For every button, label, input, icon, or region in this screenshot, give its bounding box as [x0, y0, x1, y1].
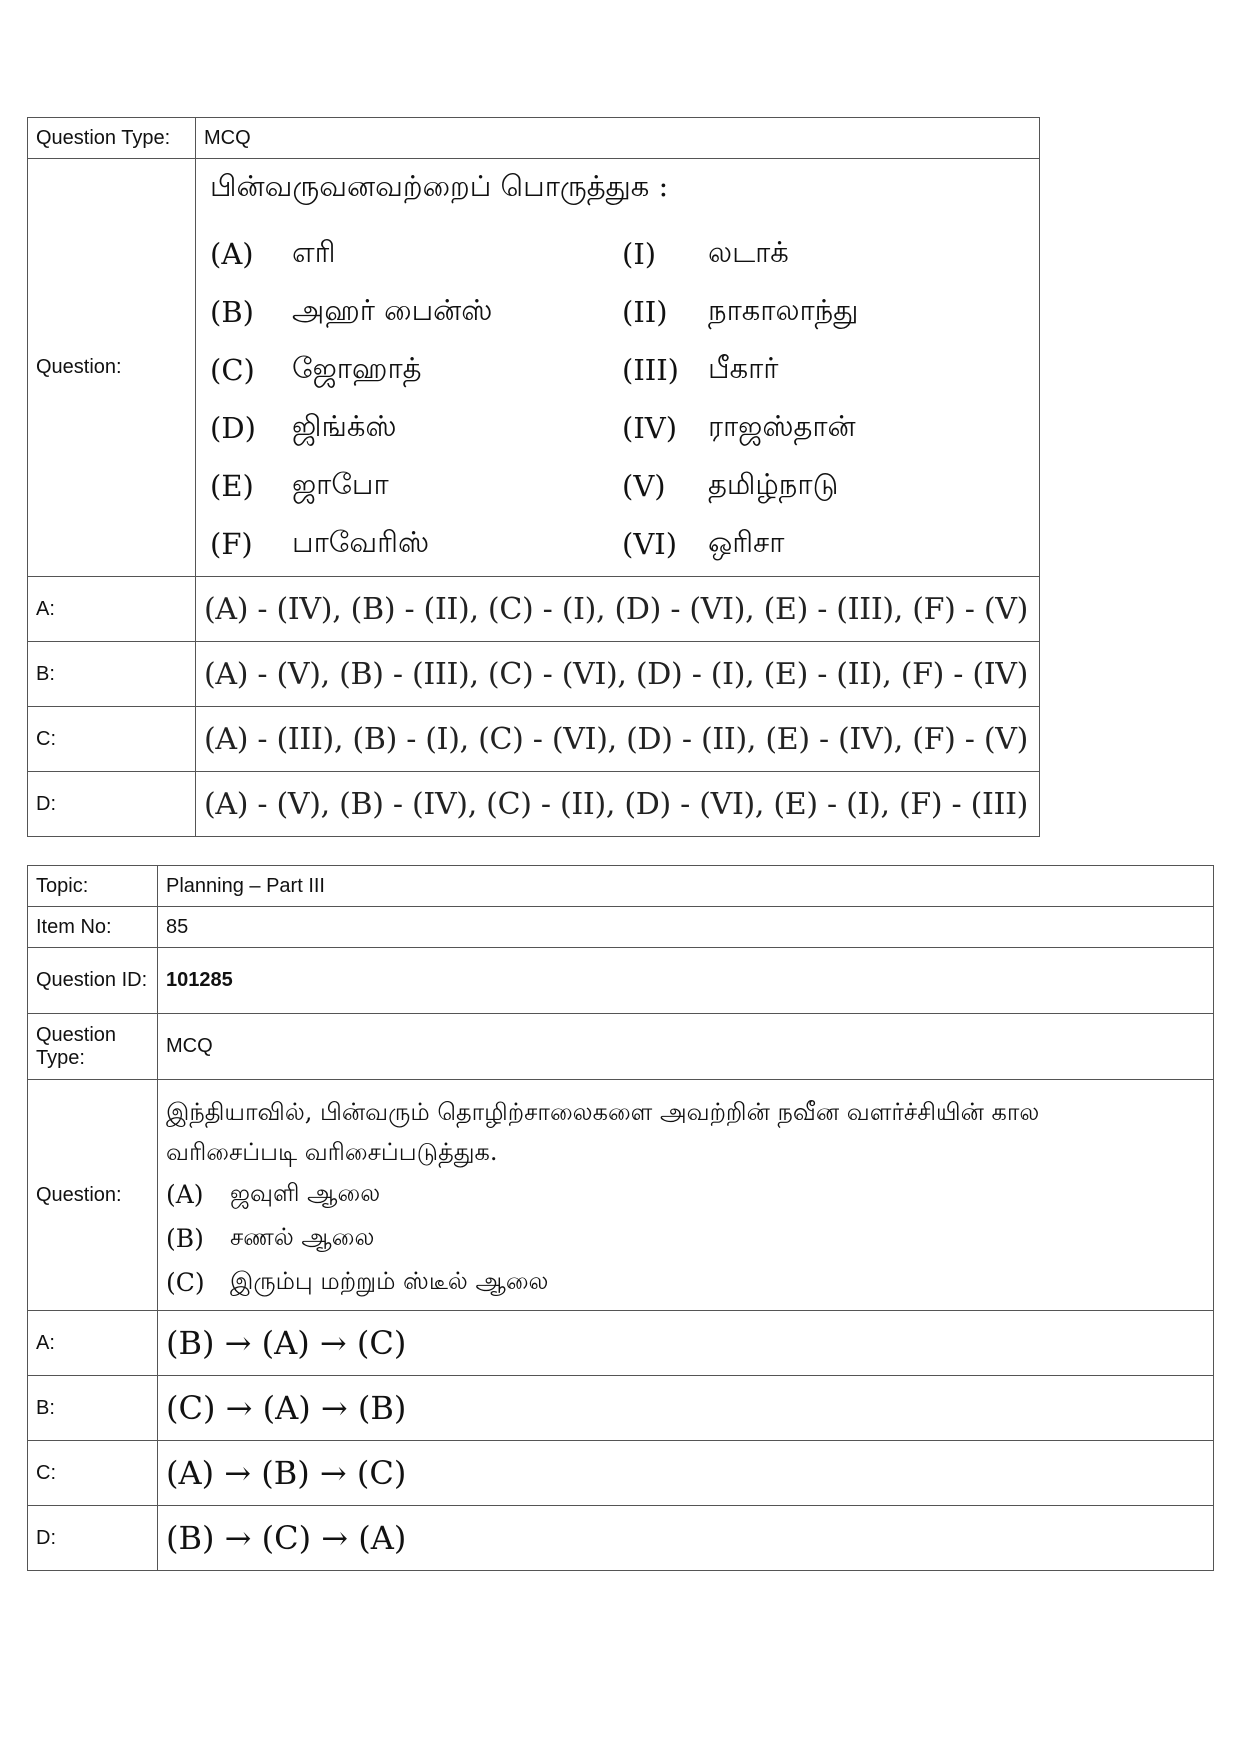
question-type-label: Question Type:	[28, 1014, 158, 1080]
option-d[interactable]: (A) - (V), (B) - (IV), (C) - (II), (D) - (VI), (E) - (I), (F) - (III)	[196, 772, 1040, 837]
question-type-value: MCQ	[196, 118, 1040, 159]
match-right-text: பீகார்	[708, 350, 779, 385]
match-row	[204, 457, 1031, 515]
option-a[interactable]: (A) - (IV), (B) - (II), (C) - (I), (D) - (VI), (E) - (III), (F) - (V)	[196, 577, 1040, 642]
match-row	[204, 225, 1031, 283]
option-a[interactable]: (B) → (A) → (C)	[158, 1311, 1214, 1376]
option-label-b: B:	[28, 642, 196, 707]
question-label: Question:	[28, 159, 196, 577]
match-right-key: (I)	[622, 236, 657, 271]
question-body	[196, 159, 1040, 577]
match-right-key: (VI)	[622, 526, 678, 561]
question-item	[166, 1172, 1205, 1216]
question-item-text: ஜவுளி ஆலை	[230, 1178, 381, 1207]
question-type-value: MCQ	[158, 1014, 1214, 1080]
match-row	[204, 399, 1031, 457]
question-body	[158, 1080, 1214, 1311]
topic-value: Planning – Part III	[158, 866, 1214, 907]
match-left-text: அஹர் பைன்ஸ்	[292, 292, 493, 327]
match-right-key: (II)	[622, 294, 668, 329]
question-id-label: Question ID:	[28, 948, 158, 1014]
option-label-a: A:	[28, 1311, 158, 1376]
match-right-text: லடாக்	[708, 234, 789, 269]
option-c[interactable]: (A) → (B) → (C)	[158, 1441, 1214, 1506]
question-type-label: Question Type:	[28, 118, 196, 159]
question-text	[166, 1086, 1205, 1172]
question-text-line: வரிசைப்படி வரிசைப்படுத்துக.	[166, 1138, 498, 1166]
match-right-text: நாகாலாந்து	[708, 292, 859, 327]
option-label-a: A:	[28, 577, 196, 642]
question-label: Question:	[28, 1080, 158, 1311]
question-item-key: (C)	[166, 1267, 205, 1297]
match-left-text: ஜிங்க்ஸ்	[292, 408, 397, 443]
question-item	[166, 1216, 1205, 1260]
option-label-c: C:	[28, 1441, 158, 1506]
question-table-2	[27, 865, 1214, 1571]
match-right-key: (IV)	[622, 410, 678, 445]
question-id-value: 101285	[158, 948, 1214, 1014]
topic-label: Topic:	[28, 866, 158, 907]
option-label-c: C:	[28, 707, 196, 772]
question-text-line: இந்தியாவில், பின்வரும் தொழிற்சாலைகளை அவற்றின் நவீன வளர்ச்சியின் கால	[166, 1098, 1040, 1126]
question-heading: பின்வருவனவற்றைப் பொருத்துக :	[210, 168, 669, 203]
option-label-b: B:	[28, 1376, 158, 1441]
match-right-text: ஒரிசா	[708, 524, 785, 559]
match-row	[204, 341, 1031, 399]
match-left-key: (C)	[210, 352, 255, 387]
option-d[interactable]: (B) → (C) → (A)	[158, 1506, 1214, 1571]
question-table-1	[27, 117, 1040, 837]
match-right-key: (III)	[622, 352, 679, 387]
match-left-text: பாவேரிஸ்	[292, 524, 430, 559]
item-no-value: 85	[158, 907, 1214, 948]
match-left-text: எரி	[292, 234, 336, 269]
match-row	[204, 515, 1031, 573]
match-left-key: (F)	[210, 526, 253, 561]
question-item	[166, 1260, 1205, 1304]
match-left-key: (A)	[210, 236, 254, 271]
option-b[interactable]: (A) - (V), (B) - (III), (C) - (VI), (D) - (I), (E) - (II), (F) - (IV)	[196, 642, 1040, 707]
match-right-text: தமிழ்நாடு	[708, 466, 839, 501]
match-left-text: ஜோஹாத்	[292, 350, 422, 385]
question-item-key: (A)	[166, 1179, 204, 1209]
match-right-key: (V)	[622, 468, 666, 503]
option-c[interactable]: (A) - (III), (B) - (I), (C) - (VI), (D) - (II), (E) - (IV), (F) - (V)	[196, 707, 1040, 772]
question-item-text: சணல் ஆலை	[230, 1222, 375, 1251]
match-row	[204, 283, 1031, 341]
item-no-label: Item No:	[28, 907, 158, 948]
match-right-text: ராஜஸ்தான்	[708, 408, 856, 443]
match-left-key: (B)	[210, 294, 254, 329]
match-left-key: (D)	[210, 410, 256, 445]
question-item-key: (B)	[166, 1223, 204, 1253]
option-label-d: D:	[28, 772, 196, 837]
option-label-d: D:	[28, 1506, 158, 1571]
question-item-text: இரும்பு மற்றும் ஸ்டீல் ஆலை	[230, 1266, 549, 1295]
option-b[interactable]: (C) → (A) → (B)	[158, 1376, 1214, 1441]
match-left-key: (E)	[210, 468, 254, 503]
match-left-text: ஜாபோ	[292, 466, 389, 501]
